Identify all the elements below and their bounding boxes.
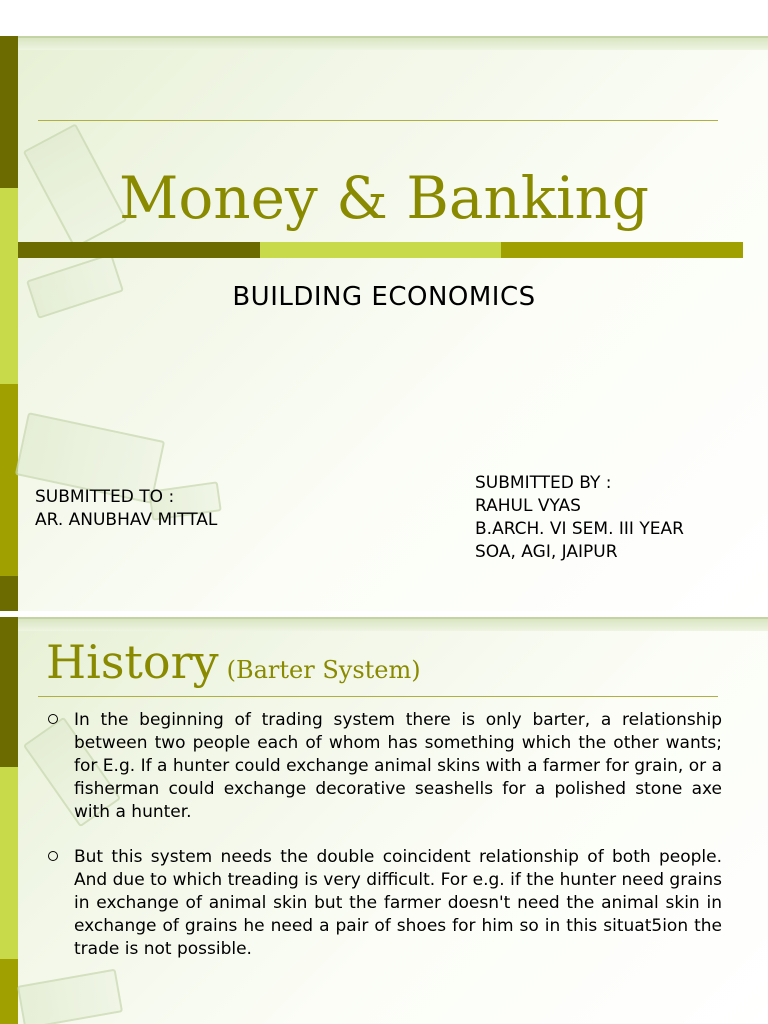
submitted-by-institute: SOA, AGI, JAIPUR <box>475 542 618 562</box>
hollow-circle-bullet-icon <box>48 714 58 724</box>
title-divider-bar <box>18 242 743 258</box>
history-slide <box>0 617 768 1024</box>
list-item <box>46 846 722 961</box>
title-top-rule <box>38 120 718 121</box>
slide-top-stripe <box>18 617 768 631</box>
bullet-text: In the beginning of trading system there is only barter, a relationship between two people each of whom has something which the other wants; for E.g. If a hunter could exchange animal skins with a farmer for grain, or a fisherman could exchange decorative seashells for a polished stone axe with a hunter. <box>74 710 722 822</box>
slide-side-bar <box>0 617 18 1024</box>
slide-title: Money & Banking <box>119 164 649 232</box>
submitted-by-course: B.ARCH. VI SEM. III YEAR <box>475 519 684 539</box>
history-bullet-list <box>46 709 722 983</box>
submitted-to-block <box>35 486 217 532</box>
submitted-by-block <box>475 472 684 564</box>
hollow-circle-bullet-icon <box>48 851 58 861</box>
list-item <box>46 709 722 824</box>
bullet-text: But this system needs the double coincident relationship of both people. And due to which treading is very difficult. For e.g. if the hunter need grains in exchange of animal skin but the farmer doesn't need the animal skin in exchange of grains he need a pair of shoes for him so in this situat5ion the trade is not possible. <box>74 847 722 959</box>
history-title-note: (Barter System) <box>226 656 421 684</box>
submitted-to-label: SUBMITTED TO : <box>35 487 175 507</box>
slide-top-stripe <box>18 36 768 50</box>
submitted-by-label: SUBMITTED BY : <box>475 473 612 493</box>
submitted-by-name: RAHUL VYAS <box>475 496 581 516</box>
history-rule <box>38 696 718 697</box>
slide-subtitle: BUILDING ECONOMICS <box>232 282 536 312</box>
submitted-to-name: AR. ANUBHAV MITTAL <box>35 510 218 530</box>
history-heading <box>46 635 421 689</box>
slide-side-bar <box>0 36 18 611</box>
title-slide <box>0 36 768 611</box>
history-title: History <box>46 635 219 689</box>
